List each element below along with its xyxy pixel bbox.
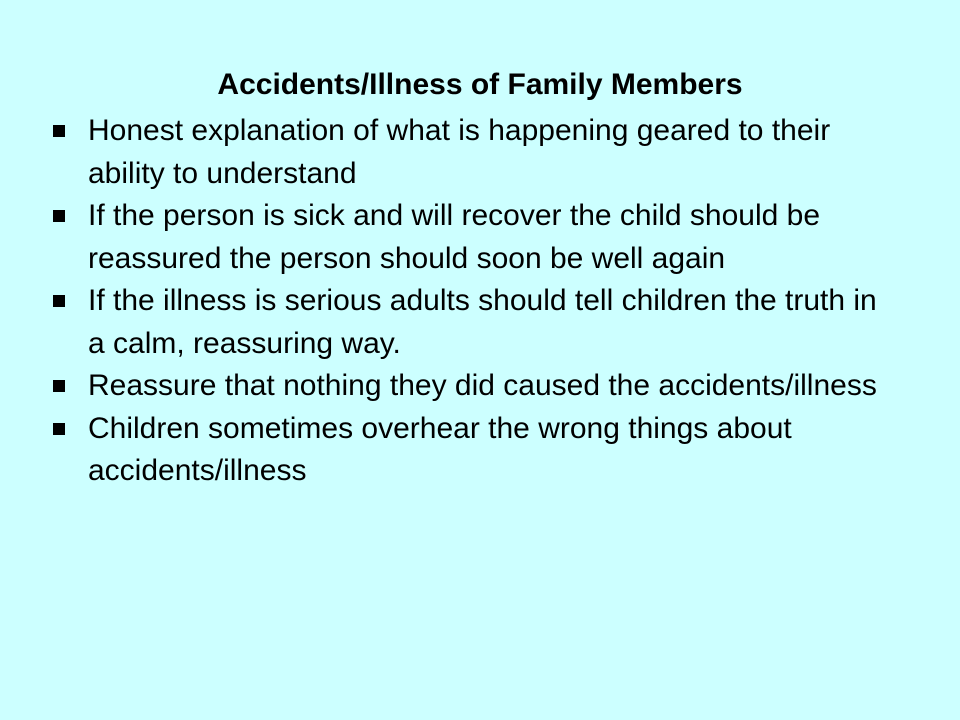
- bullet-item: [48, 408, 888, 493]
- square-bullet-icon: [53, 295, 65, 307]
- bullet-item: [48, 365, 888, 408]
- square-bullet-icon: [53, 125, 65, 137]
- bullet-text: Reassure that nothing they did caused the accidents/illness: [88, 369, 877, 402]
- bullet-item: [48, 110, 888, 195]
- bullet-text: If the person is sick and will recover the child should be reassured the person should soon be well again: [88, 199, 821, 275]
- square-bullet-icon: [53, 423, 65, 435]
- slide-title: Accidents/Illness of Family Members: [217, 68, 743, 101]
- bullet-list: [48, 110, 888, 493]
- bullet-item: [48, 280, 888, 365]
- bullet-text: Honest explanation of what is happening geared to their ability to understand: [88, 114, 831, 190]
- bullet-text: Children sometimes overhear the wrong things about accidents/illness: [88, 411, 792, 487]
- square-bullet-icon: [53, 210, 65, 222]
- square-bullet-icon: [53, 380, 65, 392]
- bullet-text: If the illness is serious adults should tell children the truth in a calm, reassuring way.: [88, 284, 877, 360]
- bullet-item: [48, 195, 888, 280]
